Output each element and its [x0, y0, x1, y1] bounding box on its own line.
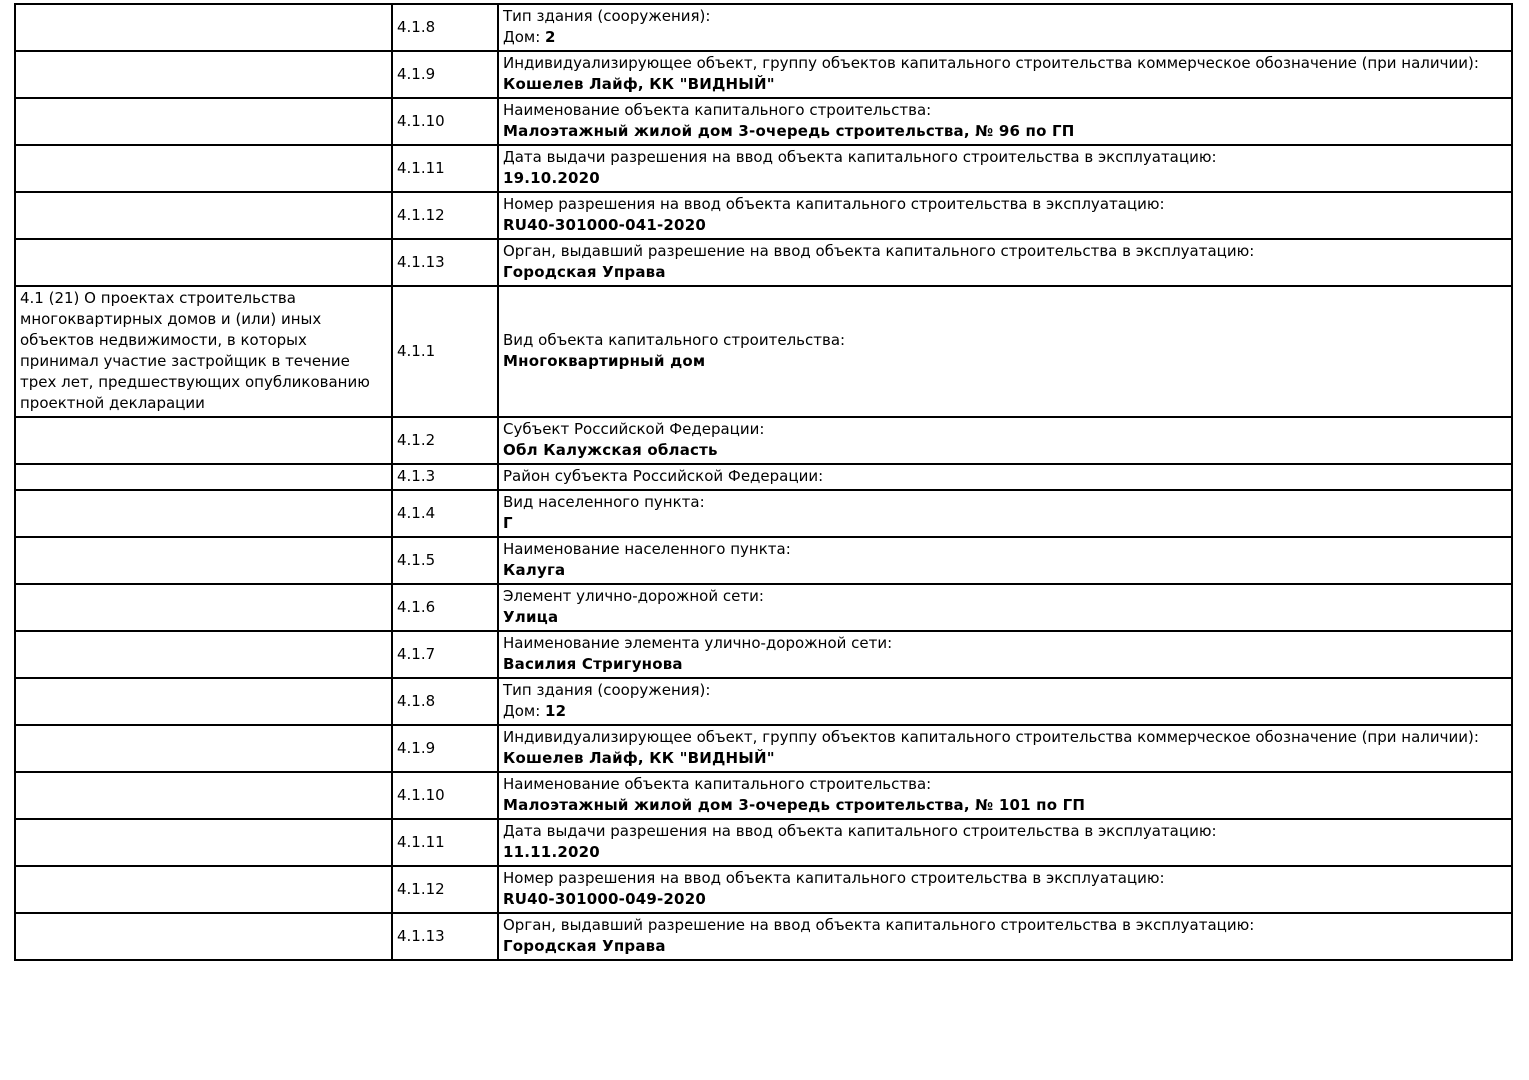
item-code-cell: 4.1.10: [392, 98, 498, 145]
field-label: Дата выдачи разрешения на ввод объекта капитального строительства в эксплуатацию:: [503, 822, 1217, 840]
field-value-text: Кошелев Лайф, КК "ВИДНЫЙ": [503, 749, 775, 767]
item-code-cell: 4.1.11: [392, 145, 498, 192]
field-label: Тип здания (сооружения):: [503, 7, 711, 25]
field-value-text: RU40-301000-049-2020: [503, 890, 706, 908]
field-label: Тип здания (сооружения):: [503, 681, 711, 699]
section-description-cell: [15, 725, 392, 772]
field-cell: [498, 239, 1512, 286]
item-code-cell: 4.1.10: [392, 772, 498, 819]
field-cell: [498, 537, 1512, 584]
field-value: [503, 513, 1506, 534]
section-description-cell: [15, 631, 392, 678]
field-label: Номер разрешения на ввод объекта капитального строительства в эксплуатацию:: [503, 195, 1165, 213]
table-row: [15, 725, 1512, 772]
item-code-cell: 4.1.11: [392, 819, 498, 866]
section-description-cell: [15, 145, 392, 192]
section-description-cell: [15, 819, 392, 866]
item-code-cell: 4.1.2: [392, 417, 498, 464]
field-value-text: 12: [545, 702, 567, 720]
table-row: [15, 239, 1512, 286]
field-label: Вид объекта капитального строительства:: [503, 331, 846, 349]
table-row: [15, 51, 1512, 98]
field-label: Индивидуализирующее объект, группу объектов капитального строительства коммерческое обозначение (при наличии):: [503, 728, 1479, 746]
table-row: [15, 286, 1512, 417]
field-value: [503, 795, 1506, 816]
section-description-cell: [15, 490, 392, 537]
field-value: [503, 262, 1506, 283]
field-value-text: RU40-301000-041-2020: [503, 216, 706, 234]
field-value: [503, 560, 1506, 581]
item-code-cell: 4.1.3: [392, 464, 498, 490]
field-cell: [498, 4, 1512, 51]
table-row: [15, 772, 1512, 819]
section-description-cell: [15, 51, 392, 98]
section-description-cell: [15, 678, 392, 725]
field-value-text: 2: [545, 28, 556, 46]
section-description-cell: [15, 239, 392, 286]
field-label: Наименование элемента улично-дорожной сети:: [503, 634, 893, 652]
section-description-cell: 4.1 (21) О проектах строительства многоквартирных домов и (или) иных объектов недвижимости, в которых принимал участие застройщик в течение трех лет, предшествующих опубликованию проектной декларации: [15, 286, 392, 417]
field-value: [503, 74, 1506, 95]
field-value-prefix: Дом:: [503, 702, 546, 720]
field-label: Дата выдачи разрешения на ввод объекта капитального строительства в эксплуатацию:: [503, 148, 1217, 166]
field-value-text: 11.11.2020: [503, 843, 600, 861]
field-cell: [498, 192, 1512, 239]
field-value: [503, 351, 1506, 372]
field-label: Наименование населенного пункта:: [503, 540, 791, 558]
section-description-cell: [15, 584, 392, 631]
item-code-cell: 4.1.5: [392, 537, 498, 584]
field-value: [503, 936, 1506, 957]
item-code-cell: 4.1.13: [392, 913, 498, 960]
item-code-cell: 4.1.9: [392, 725, 498, 772]
field-value-text: 19.10.2020: [503, 169, 600, 187]
field-value-text: Малоэтажный жилой дом 3-очередь строительства, № 96 по ГП: [503, 122, 1075, 140]
section-description-cell: [15, 417, 392, 464]
field-value-text: Кошелев Лайф, КК "ВИДНЫЙ": [503, 75, 775, 93]
item-code-cell: 4.1.4: [392, 490, 498, 537]
field-label: Наименование объекта капитального строительства:: [503, 775, 932, 793]
field-label: Номер разрешения на ввод объекта капитального строительства в эксплуатацию:: [503, 869, 1165, 887]
field-value-text: Калуга: [503, 561, 566, 579]
field-cell: [498, 98, 1512, 145]
table-row: [15, 98, 1512, 145]
field-value-prefix: Дом:: [503, 28, 546, 46]
field-label: Район субъекта Российской Федерации:: [503, 467, 824, 485]
table-row: [15, 4, 1512, 51]
field-label: Элемент улично-дорожной сети:: [503, 587, 764, 605]
field-label: Вид населенного пункта:: [503, 493, 705, 511]
item-code-cell: 4.1.12: [392, 192, 498, 239]
table-row: [15, 631, 1512, 678]
section-description-cell: [15, 464, 392, 490]
section-description-cell: [15, 537, 392, 584]
field-cell: [498, 913, 1512, 960]
table-row: [15, 866, 1512, 913]
table-row: [15, 678, 1512, 725]
field-cell: [498, 584, 1512, 631]
table-row: [15, 819, 1512, 866]
field-cell: [498, 678, 1512, 725]
item-code-cell: 4.1.8: [392, 678, 498, 725]
section-description-cell: [15, 98, 392, 145]
field-value: [503, 168, 1506, 189]
field-cell: [498, 819, 1512, 866]
field-cell: [498, 490, 1512, 537]
table-row: [15, 464, 1512, 490]
section-description-cell: [15, 772, 392, 819]
field-value: [503, 701, 1506, 722]
field-value-text: Малоэтажный жилой дом 3-очередь строительства, № 101 по ГП: [503, 796, 1086, 814]
field-value-text: Городская Управа: [503, 263, 666, 281]
section-description-cell: [15, 4, 392, 51]
table-row: [15, 192, 1512, 239]
section-description-cell: [15, 866, 392, 913]
field-value: [503, 215, 1506, 236]
item-code-cell: 4.1.1: [392, 286, 498, 417]
field-label: Субъект Российской Федерации:: [503, 420, 765, 438]
field-value-text: Василия Стригунова: [503, 655, 683, 673]
field-value: [503, 440, 1506, 461]
table-row: [15, 417, 1512, 464]
field-value: [503, 121, 1506, 142]
field-value: [503, 27, 1506, 48]
field-value-text: Улица: [503, 608, 559, 626]
field-value-text: Г: [503, 514, 513, 532]
table-row: [15, 537, 1512, 584]
field-cell: [498, 145, 1512, 192]
field-cell: [498, 725, 1512, 772]
item-code-cell: 4.1.9: [392, 51, 498, 98]
field-value: [503, 889, 1506, 910]
field-value-text: Многоквартирный дом: [503, 352, 706, 370]
table-row: [15, 584, 1512, 631]
field-value-text: Обл Калужская область: [503, 441, 718, 459]
declaration-table-body: [15, 4, 1512, 960]
field-label: Орган, выдавший разрешение на ввод объекта капитального строительства в эксплуатацию:: [503, 242, 1255, 260]
field-value: [503, 748, 1506, 769]
field-cell: [498, 772, 1512, 819]
item-code-cell: 4.1.7: [392, 631, 498, 678]
field-value: [503, 842, 1506, 863]
table-row: [15, 490, 1512, 537]
field-label: Индивидуализирующее объект, группу объектов капитального строительства коммерческое обозначение (при наличии):: [503, 54, 1479, 72]
field-cell: [498, 51, 1512, 98]
field-cell: [498, 286, 1512, 417]
field-cell: [498, 866, 1512, 913]
field-value: [503, 654, 1506, 675]
item-code-cell: 4.1.12: [392, 866, 498, 913]
field-cell: [498, 417, 1512, 464]
item-code-cell: 4.1.8: [392, 4, 498, 51]
field-cell: [498, 631, 1512, 678]
field-cell: [498, 464, 1512, 490]
table-row: [15, 145, 1512, 192]
project-declaration-table: [14, 3, 1513, 961]
section-description-cell: [15, 192, 392, 239]
field-label: Орган, выдавший разрешение на ввод объекта капитального строительства в эксплуатацию:: [503, 916, 1255, 934]
field-value-text: Городская Управа: [503, 937, 666, 955]
item-code-cell: 4.1.13: [392, 239, 498, 286]
field-label: Наименование объекта капитального строительства:: [503, 101, 932, 119]
field-value: [503, 607, 1506, 628]
table-row: [15, 913, 1512, 960]
item-code-cell: 4.1.6: [392, 584, 498, 631]
section-description-cell: [15, 913, 392, 960]
